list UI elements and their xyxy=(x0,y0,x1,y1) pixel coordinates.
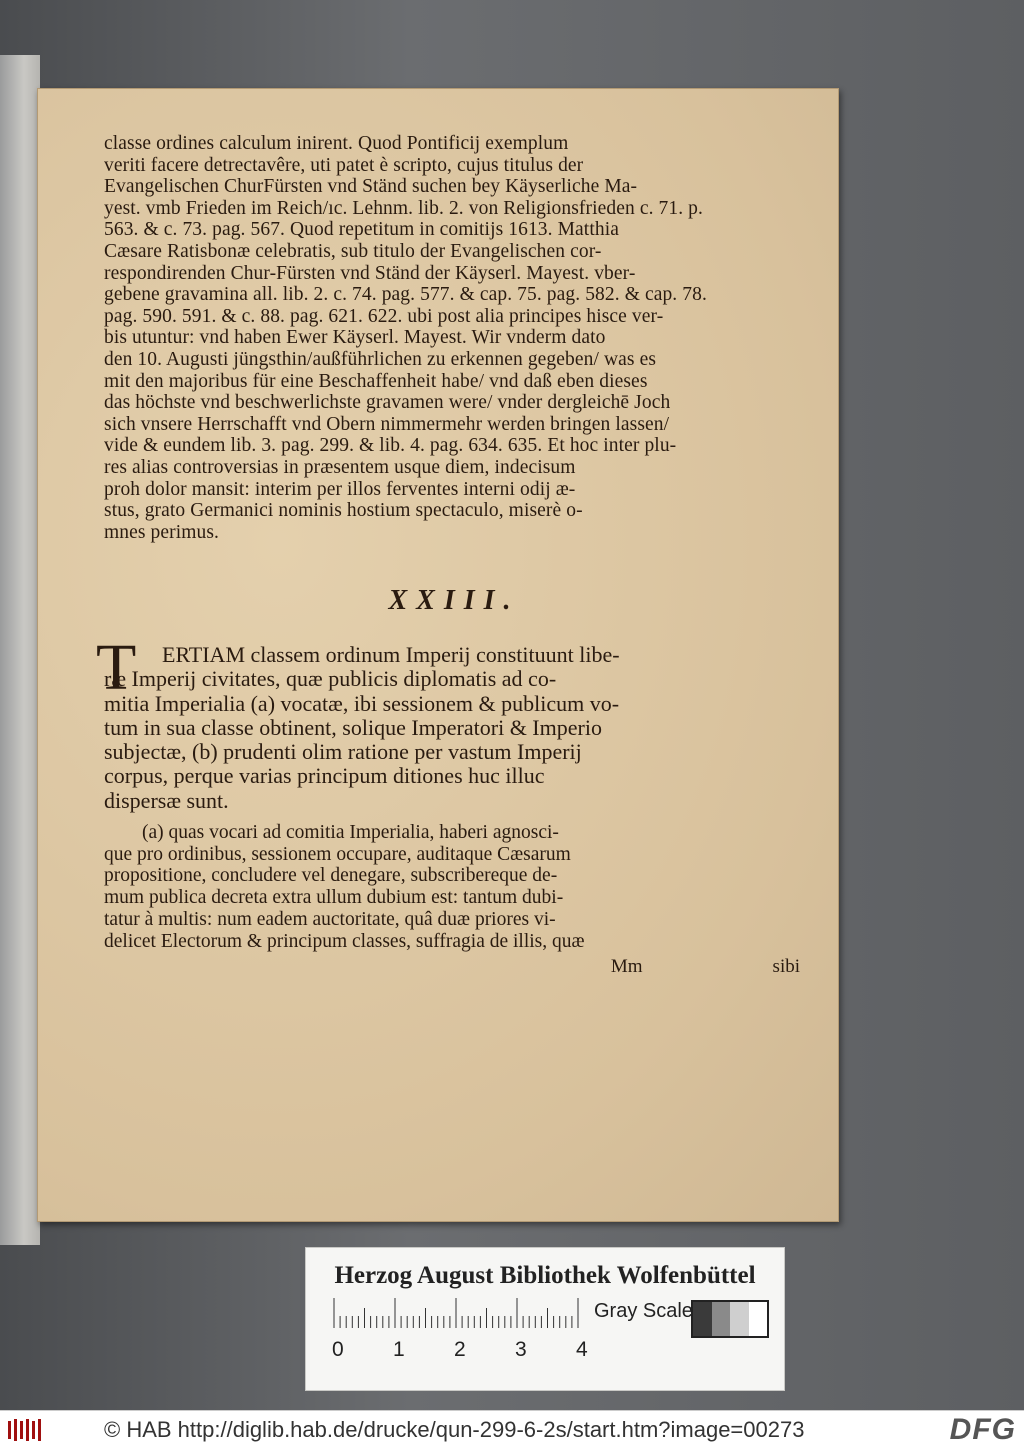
signature-mark: Mm xyxy=(610,956,643,978)
ruler-labels xyxy=(332,1338,602,1362)
gray-scale-swatches xyxy=(691,1300,769,1338)
footnote-a xyxy=(104,822,804,953)
footnote-line: que pro ordinibus, sessionem occupare, auditaque Cæsarum xyxy=(104,843,571,865)
page-text xyxy=(96,133,804,978)
footnote-line: propositione, concludere vel denegare, subscribereque de- xyxy=(104,865,558,887)
footnote-lines xyxy=(104,844,804,953)
text-line: respondirenden Chur-Fürsten vnd Ständ der Käyserl. Mayest. vber- xyxy=(104,262,636,284)
ruler-label: 2 xyxy=(454,1338,466,1361)
text-line: pag. 590. 591. & c. 88. pag. 621. 622. ubi post alia principes hisce ver- xyxy=(104,305,664,327)
text-line: mnes perimus. xyxy=(104,521,220,543)
hab-logo-icon xyxy=(6,1417,46,1443)
text-line: tum in sua classe obtinent, solique Imperatori & Imperio xyxy=(104,715,602,740)
paragraph-2-lines xyxy=(104,667,804,812)
text-line: stus, grato Germanici nominis hostium spectaculo, miserè o- xyxy=(104,500,583,522)
adjacent-page-edge xyxy=(0,55,40,1245)
gray-swatch xyxy=(693,1302,712,1336)
drop-cap: T xyxy=(96,631,137,705)
library-color-card xyxy=(305,1247,785,1391)
dfg-logo: DFG xyxy=(949,1413,1016,1446)
text-line: sich vnsere Herrschafft vnd Obern nimmermehr werden bringen lassen/ xyxy=(104,413,670,435)
ruler-label: 0 xyxy=(332,1338,344,1361)
paragraph-2 xyxy=(96,631,804,813)
ruler-label: 4 xyxy=(576,1338,588,1361)
text-line: proh dolor mansit: interim per illos ferventes interni odij æ- xyxy=(104,478,576,500)
text-line: ræ Imperij civitates, quæ publicis diplomatis ad co- xyxy=(104,667,557,692)
footnote-line: tatur à multis: num eadem auctoritate, quâ duæ priores vi- xyxy=(104,908,556,930)
gray-swatch xyxy=(712,1302,731,1336)
text-line: mitia Imperialia (a) vocatæ, ibi sessionem & publicum vo- xyxy=(104,691,620,716)
gray-swatch xyxy=(730,1302,749,1336)
paragraph-1 xyxy=(104,133,804,543)
footer-bar xyxy=(0,1410,1024,1449)
footnote-line: delicet Electorum & principum classes, suffragia de illis, quæ xyxy=(104,930,585,952)
section-heading: XXIII. xyxy=(388,585,520,617)
page-foot xyxy=(104,956,804,978)
text-line: 563. & c. 73. pag. 567. Quod repetitum in comitijs 1613. Matthia xyxy=(104,219,619,241)
paragraph-2-first-line: ERTIAM classem ordinum Imperij constituunt libe- xyxy=(162,643,620,668)
library-name: Herzog August Bibliothek Wolfenbüttel xyxy=(334,1262,756,1289)
footnote-line: mum publica decreta extra ullum dubium est: tantum dubi- xyxy=(104,887,564,909)
text-line: yest. vmb Frieden im Reich/ıc. Lehnm. lib. 2. von Religionsfrieden c. 71. p. xyxy=(104,197,703,219)
book-page xyxy=(37,88,839,1222)
footnote-first-line: (a) quas vocari ad comitia Imperialia, haberi agnosci- xyxy=(142,821,559,843)
catchword: sibi xyxy=(772,956,800,978)
gray-swatch xyxy=(749,1302,768,1336)
text-line: Cæsare Ratisbonæ celebratis, sub titulo der Evangelischen cor- xyxy=(104,240,602,262)
ruler-label: 1 xyxy=(393,1338,405,1361)
text-line: den 10. Augusti jüngsthin/außführlichen zu erkennen gegeben/ was es xyxy=(104,348,657,370)
text-line: bis utuntur: vnd haben Ewer Käyserl. Mayest. Wir vnderm dato xyxy=(104,327,606,349)
text-line: vide & eundem lib. 3. pag. 299. & lib. 4. pag. 634. 635. Et hoc inter plu- xyxy=(104,435,677,457)
text-line: classe ordines calculum inirent. Quod Pontificij exemplum xyxy=(104,133,569,154)
footer-permalink[interactable]: © HAB http://diglib.hab.de/drucke/qun-299-6-2s/start.htm?image=00273 xyxy=(104,1417,805,1442)
text-line: subjectæ, (b) prudenti olim ratione per vastum Imperij xyxy=(104,740,582,765)
text-line: das höchste vnd beschwerlichste gravamen were/ vnder dergleichē Joch xyxy=(104,392,671,414)
text-line: veriti facere detrectavêre, uti patet è scripto, cujus titulus der xyxy=(104,154,584,176)
gray-scale-label: Gray Scale xyxy=(594,1300,693,1322)
text-line: res alias controversias in præsentem usque diem, indecisum xyxy=(104,456,576,478)
ruler-label: 3 xyxy=(515,1338,527,1361)
text-line: corpus, perque varias principum ditiones huc illuc xyxy=(104,764,545,789)
scale-ruler xyxy=(332,1298,580,1328)
text-line: mit den majoribus für eine Beschaffenheit habe/ vnd daß eben dieses xyxy=(104,370,648,392)
text-line: Evangelischen ChurFürsten vnd Ständ suchen bey Käyserliche Ma- xyxy=(104,176,638,198)
text-line: gebene gravamina all. lib. 2. c. 74. pag. 577. & cap. 75. pag. 582. & cap. 78. xyxy=(104,284,707,306)
text-line: dispersæ sunt. xyxy=(104,788,229,813)
